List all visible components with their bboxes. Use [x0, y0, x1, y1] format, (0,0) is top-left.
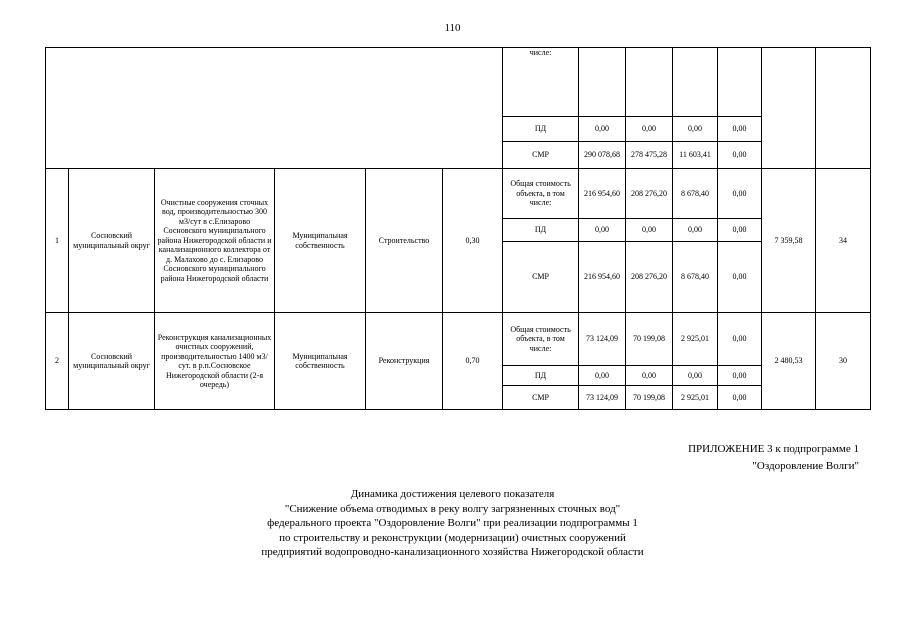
- total-cost-value: 208 276,20: [626, 169, 673, 219]
- appendix-line: ПРИЛОЖЕНИЕ 3 к подпрограмме 1: [688, 443, 859, 455]
- object-name-cell: Очистные сооружения сточных вод, производительностью 300 м3/сут в с.Елизарово Сосновского муниципального района Нижегородской области и канализационного коллектора от д. Малахово до с. Елизарово Сосновского муниципального района Нижегородской области: [155, 169, 275, 313]
- pd-value: 0,00: [626, 117, 673, 142]
- object-name-cell: Реконструкция канализационных очистных сооружений, производительностью 1400 м3/сут. в р.п.Сосновское Нижегородской области (2-я очередь): [155, 313, 275, 410]
- pd-label: ПД: [503, 219, 579, 242]
- total-cost-value: 70 199,08: [626, 313, 673, 366]
- carryover-last-cell: [816, 48, 871, 169]
- smr-value: 290 078,68: [579, 142, 626, 169]
- smr-value: 0,00: [718, 386, 762, 410]
- ownership-cell: Муниципальная собственность: [275, 169, 366, 313]
- objects-table: [45, 47, 871, 410]
- heading-line: Динамика достижения целевого показателя: [350, 488, 555, 500]
- pd-value: 0,00: [718, 366, 762, 386]
- carryover-label: числе:: [529, 48, 552, 57]
- total-cost-value: 2 925,01: [673, 313, 718, 366]
- pd-value: 0,00: [673, 117, 718, 142]
- capacity-cell: 0,70: [443, 313, 503, 410]
- smr-label: СМР: [503, 142, 579, 169]
- pd-value: 0,00: [626, 366, 673, 386]
- smr-value: 8 678,40: [673, 242, 718, 313]
- pd-value: 0,00: [579, 117, 626, 142]
- district-cell: Сосновский муниципальный округ: [69, 313, 155, 410]
- heading-line: по строительству и реконструкции (модернизации) очистных сооружений: [279, 531, 626, 544]
- carryover-value-cell: [579, 48, 626, 117]
- smr-value: 0,00: [718, 142, 762, 169]
- pd-value: 0,00: [626, 219, 673, 242]
- appendix-line: "Оздоровление Волги": [752, 460, 859, 472]
- carryover-value-cell: [718, 48, 762, 117]
- effect-cell: 7 359,58: [762, 169, 816, 313]
- carryover-value-cell: [626, 48, 673, 117]
- smr-value: 2 925,01: [673, 386, 718, 410]
- smr-value: 216 954,60: [579, 242, 626, 313]
- district-cell: Сосновский муниципальный округ: [69, 169, 155, 313]
- carryover-value-cell: [673, 48, 718, 117]
- total-cost-label: Общая стоимость объекта, в том числе:: [503, 313, 579, 366]
- smr-value: 11 603,41: [673, 142, 718, 169]
- carryover-label-cell: [503, 48, 579, 117]
- smr-label: СМР: [503, 386, 579, 410]
- smr-value: 73 124,09: [579, 386, 626, 410]
- pd-value: 0,00: [718, 117, 762, 142]
- total-cost-label: Общая стоимость объекта, в том числе:: [503, 169, 579, 219]
- pd-value: 0,00: [718, 219, 762, 242]
- total-cost-value: 0,00: [718, 313, 762, 366]
- pd-value: 0,00: [673, 366, 718, 386]
- smr-label: СМР: [503, 242, 579, 313]
- heading-line: федерального проекта "Оздоровление Волги" при реализации подпрограммы 1: [267, 517, 638, 529]
- effect-cell: 2 480,53: [762, 313, 816, 410]
- total-cost-value: 73 124,09: [579, 313, 626, 366]
- total-cost-value: 216 954,60: [579, 169, 626, 219]
- total-cost-value: 0,00: [718, 169, 762, 219]
- smr-value: 278 475,28: [626, 142, 673, 169]
- work-type-cell: Реконструкция: [366, 313, 443, 410]
- row-number: 1: [46, 169, 69, 313]
- empty-carryover-cell: [46, 48, 503, 169]
- pd-label: ПД: [503, 366, 579, 386]
- heading-line: "Снижение объема отводимых в реку волгу загрязненных сточных вод": [284, 502, 621, 515]
- indicator-heading: [0, 487, 905, 560]
- work-type-cell: Строительство: [366, 169, 443, 313]
- heading-line: предприятий водопроводно-канализационного хозяйства Нижегородской области: [261, 546, 644, 558]
- row-number: 2: [46, 313, 69, 410]
- pd-label: ПД: [503, 117, 579, 142]
- appendix-caption: [688, 441, 859, 475]
- pd-value: 0,00: [673, 219, 718, 242]
- last-cell: 34: [816, 169, 871, 313]
- last-cell: 30: [816, 313, 871, 410]
- smr-value: 208 276,20: [626, 242, 673, 313]
- page-number: 110: [444, 22, 461, 34]
- carryover-effect-cell: [762, 48, 816, 169]
- capacity-cell: 0,30: [443, 169, 503, 313]
- pd-value: 0,00: [579, 219, 626, 242]
- total-cost-value: 8 678,40: [673, 169, 718, 219]
- pd-value: 0,00: [579, 366, 626, 386]
- ownership-cell: Муниципальная собственность: [275, 313, 366, 410]
- smr-value: 70 199,08: [626, 386, 673, 410]
- smr-value: 0,00: [718, 242, 762, 313]
